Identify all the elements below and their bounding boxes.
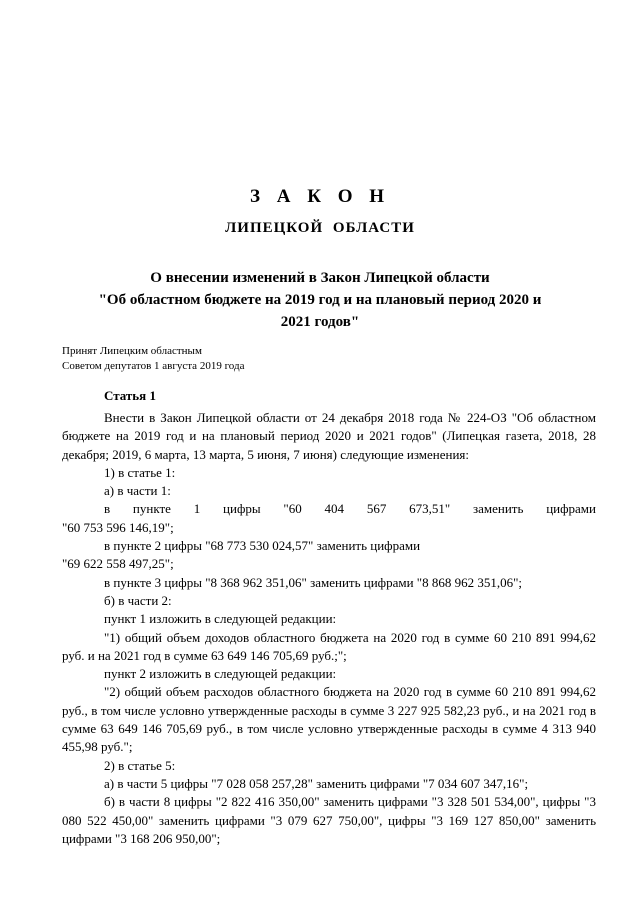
list-item: а) в части 1: <box>104 483 171 499</box>
list-item: б) в части 8 цифры "2 822 416 350,00" заменить цифрами "3 328 501 534,00", цифры "3 080 522 450,00" заменить цифрами "3 079 627 750,00", цифры "3 169 127 850,00" заменить цифрами "3 168 206 950,00"; <box>62 794 596 846</box>
adoption-note <box>62 344 244 374</box>
subject-line: О внесении изменений в Закон Липецкой области <box>150 270 490 286</box>
law-subject <box>0 267 640 333</box>
list-item: в пункте 1 цифры "60 404 567 673,51" заменить цифрами <box>104 501 596 517</box>
list-item: пункт 1 изложить в следующей редакции: <box>104 611 337 627</box>
subject-line: "Об областном бюджете на 2019 год и на плановый период 2020 и <box>98 292 542 308</box>
adoption-line: Советом депутатов 1 августа 2019 года <box>62 360 245 372</box>
list-item: "69 622 558 497,25"; <box>62 556 174 572</box>
list-item: в пункте 2 цифры "68 773 530 024,57" заменить цифрами <box>104 538 421 554</box>
law-title: З А К О Н <box>249 186 391 207</box>
list-item: пункт 2 изложить в следующей редакции: <box>104 666 337 682</box>
subject-line: 2021 годов" <box>280 314 360 330</box>
list-item: б) в части 2: <box>104 592 172 608</box>
region-title: ЛИПЕЦКОЙ ОБЛАСТИ <box>225 220 415 236</box>
list-item: в пункте 3 цифры "8 368 962 351,06" заменить цифрами "8 868 962 351,06"; <box>104 574 523 590</box>
list-item: "1) общий объем доходов областного бюджета на 2020 год в сумме 60 210 891 994,62 руб. и на 2021 год в сумме 63 649 146 705,69 руб.;"; <box>62 629 596 663</box>
article-body <box>62 409 596 848</box>
article-intro: Внести в Закон Липецкой области от 24 декабря 2018 года № 224-ОЗ "Об областном бюджете на 2019 год и на плановый период 2020 и 2021 годов" (Липецкая газета, 2018, 28 декабря; 2019, 6 марта, 13 марта, 5 июня, 7 июня) следующие изменения: <box>62 410 596 462</box>
list-item: а) в части 5 цифры "7 028 058 257,28" заменить цифрами "7 034 607 347,16"; <box>104 775 529 791</box>
list-item: "60 753 596 146,19"; <box>62 519 174 535</box>
list-item: "2) общий объем расходов областного бюджета на 2020 год в сумме 60 210 891 994,62 руб., в том числе условно утвержденные расходы в сумме 3 227 925 582,23 руб., и на 2021 год в сумме 63 649 146 705,69 руб., в том числе условно утвержденные расходы в сумме 4 313 940 455,98 руб."; <box>62 684 596 755</box>
article-heading: Статья 1 <box>104 388 156 403</box>
list-item: 1) в статье 1: <box>104 464 176 480</box>
list-item: 2) в статье 5: <box>104 757 176 773</box>
adoption-line: Принят Липецким областным <box>62 345 202 357</box>
